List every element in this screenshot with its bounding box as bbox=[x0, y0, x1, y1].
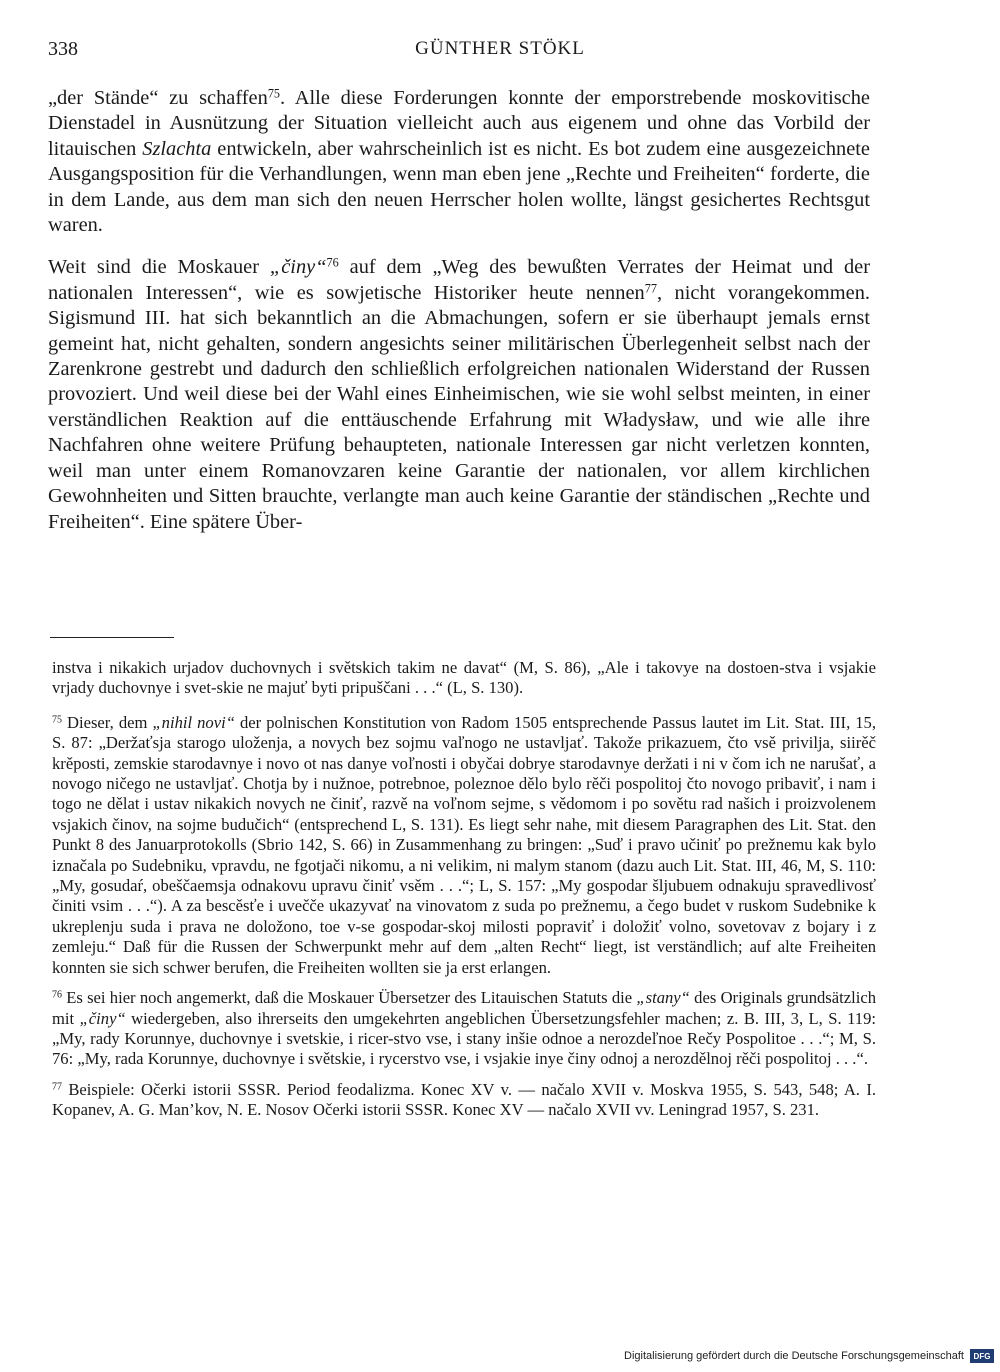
page-number: 338 bbox=[48, 38, 78, 60]
main-text bbox=[48, 86, 870, 552]
page-header bbox=[48, 38, 952, 68]
dfg-logo: DFG bbox=[970, 1349, 994, 1363]
credit-text: Digitalisierung gefördert durch die Deutsche Forschungsgemeinschaft bbox=[624, 1350, 964, 1362]
footnote-77: $^{77}$ Beispiele: Očerki istorii SSSR. Period feodalizma. Konec XV v. — načalo XVII v. Moskva 1955, S. 543, 548; A. I. Kopanev, A. G. Man’kov, N. E. Nosov Očerki istorii SSSR. Konec XV — načalo XVII vv. Leningrad 1957, S. 231. bbox=[52, 1079, 876, 1120]
footnote-75: $^{75}$ Dieser, dem „nihil novi“ der polnischen Konstitution von Radom 1505 entsprechende Passus lautet im Lit. Stat. III, 15, S. 87: „Deržaťsja starogo uloženja, a novych bez sojmu vaľnogo ne ustavljať. Takože prikazuem, čto vsě privilja, siirěč krěposti, zemskie starodavnye i novo ot nas danye voľnosti i obyčai dobrye starodavnye deržati i ni v čom ich ne narušať, a novogo ničego ne ustavljať. Chotja by i nužnoe, potrebnoe, poleznoe dělo bylo rěči pospolitoj čto novogo pribaviť, i nam i togo ne dělat i ustav nikakich novych ne činiť, razvě na voľnom sejme, s vědomom i po sovětu rad našich i proizvolenem vsjakich činov, na sojme budučich“ (entsprechend L, S. 131). Es liegt sehr nahe, mit diesem Paragraphen des Lit. Stat. den Punkt 8 des Januarprotokolls (Sbrio 142, S. 66) in Zusammenhang zu bringen: „Suď i pravo učiniť po prežnemu kak bylo iznačala po Sudebniku, vpravdu, ne fgotjači nikomu, a ni velikim, ni malym stanom (dazu auch Lit. Stat. III, 46, M, S. 110: „My, gosudaŕ, obeščaemsja odnakovu upravu činiť vsěm . . .“; L, S. 157: „My gospodar šljubuem odnakuju spravedlivosť činiti vsim . . .“). A za bescěsťe i uvečče ukazyvať na vinovatom z suda po prežnemu, a čego budet v ruskom Sudebnike k ukreplenju suda i prava ne doložono, toe v-se gospodar-skoj milosti popraviť i doložiť volno, sovetovav z bojary i z zemleju.“ Daß für die Russen der Schwerpunkt mehr auf dem „alten Recht“ liegt, ist verständlich; auf alte Freiheiten konnten sie sich schwer berufen, die Freiheiten wollten sie ja erst erlangen. bbox=[52, 712, 876, 977]
footnote-76: $^{76}$ Es sei hier noch angemerkt, daß die Moskauer Übersetzer des Litauischen Statuts die „stany“ des Originals grundsätzlich mit „činy“ wiedergeben, also ihrerseits den umgekehrten angeblichen Übersetzungsfehler machen; z. B. III, 3, L, S. 119: „My, rady Korunnye, duchovnye i svetskie, i ricer-stvo vse, i stany inšie odnoe a nerozdeľnoe Rečy Pospolitoe . . .“; M, S. 76: „My, rada Korunnye, duchovnye i světskie, i rycerstvo vse, i vsjakie inye činy odnoj a nerozdělnoj rěči pospolitoj . . .“. bbox=[52, 988, 876, 1069]
digitization-credit bbox=[624, 1346, 994, 1366]
footnote-ref-77[interactable]: 77 bbox=[644, 281, 657, 296]
running-head: GÜNTHER STÖKL bbox=[415, 38, 585, 59]
footnote-ref-76[interactable]: 76 bbox=[326, 255, 339, 270]
footnote-continuation: instva i nikakich urjadov duchovnych i světskich takim ne davat“ (M, S. 86), „Ale i takovye na dostoen-stva i vsjakie vrjady duchovnye i svet-skie ne majuť byti pripuščani . . .“ (L, S. 130). bbox=[52, 658, 876, 698]
footnote-divider bbox=[50, 637, 174, 638]
footnote-ref-75[interactable]: 75 bbox=[267, 86, 281, 101]
paragraph-1: „der Stände“ zu schaffen$^{75}$. Alle diese Forderungen konnte der emporstrebende moskovitische Dienstadel in Ausnützung der Situation vielleicht auch aus eigenem und ohne das Vorbild der litauischen Szlachta entwickeln, aber wahrscheinlich ist es nicht. Es bot zudem eine ausgezeichnete Ausgangsposition für die Verhandlungen, wenn man eben jene „Rechte und Freiheiten“ forderte, die in dem Lande, aus dem man sich den neuen Herrscher holen wollte, längst gesichertes Rechtsgut waren. bbox=[48, 86, 870, 237]
footnotes bbox=[52, 658, 876, 1131]
paragraph-2: Weit sind die Moskauer „činy“$^{76}$ auf dem „Weg des bewußten Verrates der Heimat und der nationalen Interessen“, wie es sowjetische Historiker heute nennen$^{77}$, nicht vorangekommen. Sigismund III. hat sich bekanntlich an die Abmachungen, sofern er sie überhaupt jemals ernst gemeint hat, nicht gehalten, sondern angesichts seiner militärischen Überlegenheit selbst nach der Zarenkrone gestrebt und dadurch den schließlich erfolgreichen nationalen Widerstand der Russen provoziert. Und weil diese bei der Wahl eines Einheimischen, wie sie wohl selbst meinten, in einer verständlichen Reaktion auf die enttäuschende Erfahrung mit Władysław, und wie alle ihre Nachfahren ohne weitere Prüfung behaupteten, nationale Interessen gar nicht verletzen konnten, weil man unter einem Romanovzaren keine Garantie der nationalen, vor allem kirchlichen Gewohnheiten und Sitten brauchte, verlangte man auch keine Garantie der ständischen „Rechte und Freiheiten“. Eine spätere Über- bbox=[48, 255, 870, 533]
